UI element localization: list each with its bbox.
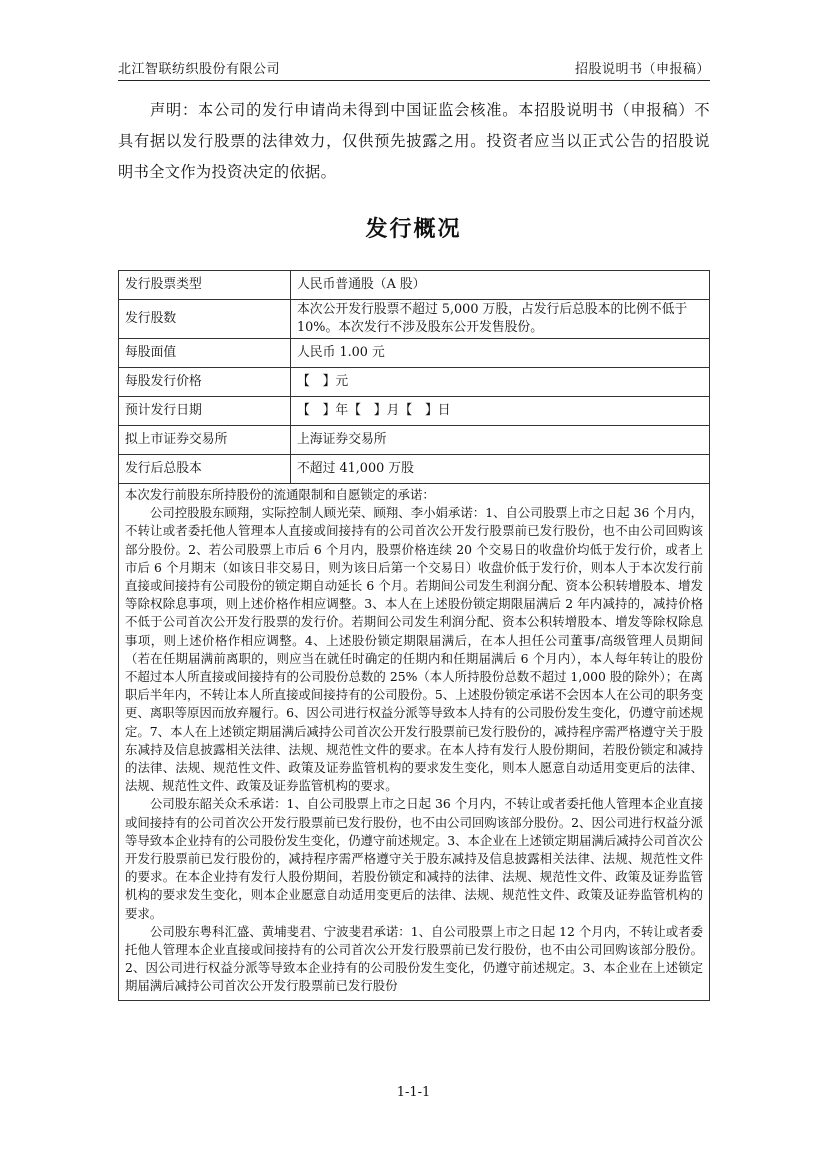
row-label: 拟上市证券交易所 (119, 426, 291, 455)
table-row (119, 271, 710, 300)
page-number: 1-1-1 (396, 1085, 431, 1100)
table-row (119, 426, 710, 455)
row-value: 上海证券交易所 (291, 426, 710, 455)
lockup-commitments-row (119, 484, 710, 1001)
document-name: 招股说明书（申报稿） (574, 62, 710, 77)
table-row (119, 300, 710, 339)
row-label: 预计发行日期 (119, 397, 291, 426)
lockup-commitments (119, 484, 710, 1001)
page-header (118, 58, 710, 78)
row-value: 人民币普通股（A 股） (291, 271, 710, 300)
row-value: 不超过 41,000 万股 (291, 455, 710, 484)
lockup-paragraph: 公司股东粤科汇盛、黄埔斐君、宁波斐君承诺：1、自公司股票上市之日起 12 个月内，不转让或者委托他人管理本企业直接或间接持有的公司首次公开发行股票前已发行股份，也不由公司回购该部分股份。2、因公司进行权益分派等导致本企业持有的公司股份发生变化，仍遵守前述规定。3、本企业在上述锁定期届满后减持公司首次公开发行股票前已发行股份 (125, 923, 703, 994)
disclaimer-statement: 声明：本公司的发行申请尚未得到中国证监会核准。本招股说明书（申报稿）不具有据以发行股票的法律效力，仅供预先披露之用。投资者应当以正式公告的招股说明书全文作为投资决定的依据。 (118, 101, 710, 181)
table-row (119, 455, 710, 484)
row-label: 发行股票类型 (119, 271, 291, 300)
row-value: 【 】年【 】月【 】日 (291, 397, 710, 426)
lockup-paragraph: 公司控股股东顾翔，实际控制人顾光荣、顾翔、李小娟承诺：1、自公司股票上市之日起 36 个月内，不转让或者委托他人管理本人直接或间接持有的公司首次公开发行股票前已发行股份，也不由公司回购该部分股份。2、若公司股票上市后 6 个月内，股票价格连续 20 个交易日的收盘价均低于发行价，或者上市后 6 个月期末（如该日非交易日，则为该日后第一个交易日）收盘价低于发行价，则本人于本次发行前直接或间接持有公司股份的锁定期自动延长 6 个月。若期间公司发生利润分配、资本公积转增股本、增发等除权除息事项，则上述价格作相应调整。3、本人在上述股份锁定期限届满后 2 年内减持的，减持价格不低于公司首次公开发行股票的发行价。若期间公司发生利润分配、资本公积转增股本、增发等除权除息事项，则上述价格作相应调整。4、上述股份锁定期限届满后，在本人担任公司董事/高级管理人员期间（若在任期届满前离职的，则应当在就任时确定的任期内和任期届满后 6 个月内），本人每年转让的股份不超过本人所直接或间接持有的公司股份总数的 25%（本人所持股份总数不超过 1,000 股的除外）；在离职后半年内，不转让本人所直接或间接持有的公司股份。5、上述股份锁定承诺不会因本人在公司的职务变更、离职等原因而放弃履行。6、因公司进行权益分派等导致本人持有的公司股份发生变化，仍遵守前述规定。7、本人在上述锁定期届满后减持公司首次公开发行股票前已发行股份的，减持程序需严格遵守关于股东减持及信息披露相关法律、法规、规范性文件的要求。在本人持有发行人股份期间，若股份锁定和减持的法律、法规、规范性文件、政策及证券监管机构的要求发生变化，则本人愿意自动适用变更后的法律、法规、规范性文件、政策及证券监管机构的要求。 (125, 505, 703, 794)
row-label: 发行股数 (119, 300, 291, 339)
row-value: 【 】元 (291, 368, 710, 397)
row-label: 每股发行价格 (119, 368, 291, 397)
row-label: 每股面值 (119, 339, 291, 368)
table-row (119, 397, 710, 426)
company-name: 北江智联纺织股份有限公司 (118, 62, 281, 77)
section-title: 发行概况 (365, 217, 462, 242)
lockup-intro: 本次发行前股东所持股份的流通限制和自愿锁定的承诺： (125, 487, 435, 502)
table-row (119, 368, 710, 397)
table-row (119, 339, 710, 368)
row-value: 人民币 1.00 元 (291, 339, 710, 368)
row-label: 发行后总股本 (119, 455, 291, 484)
row-value: 本次公开发行股票不超过 5,000 万股，占发行后总股本的比例不低于 10%。本次发行不涉及股东公开发售股份。 (291, 300, 710, 339)
header-divider (118, 80, 710, 81)
offering-overview-table (118, 270, 710, 1001)
lockup-paragraph: 公司股东韶关众禾承诺：1、自公司股票上市之日起 36 个月内，不转让或者委托他人管理本企业直接或间接持有的公司首次公开发行股票前已发行股份，也不由公司回购该部分股份。2、因公司进行权益分派等导致本企业持有的公司股份发生变化，仍遵守前述规定。3、本企业在上述锁定期届满后减持公司首次公开发行股票前已发行股份的，减持程序需严格遵守关于股东减持及信息披露相关法律、法规、规范性文件的要求。在本企业持有发行人股份期间，若股份锁定和减持的法律、法规、规范性文件、政策及证券监管机构的要求发生变化，则本企业愿意自动适用变更后的法律、法规、规范性文件、政策及证券监管机构的要求。 (125, 796, 703, 921)
